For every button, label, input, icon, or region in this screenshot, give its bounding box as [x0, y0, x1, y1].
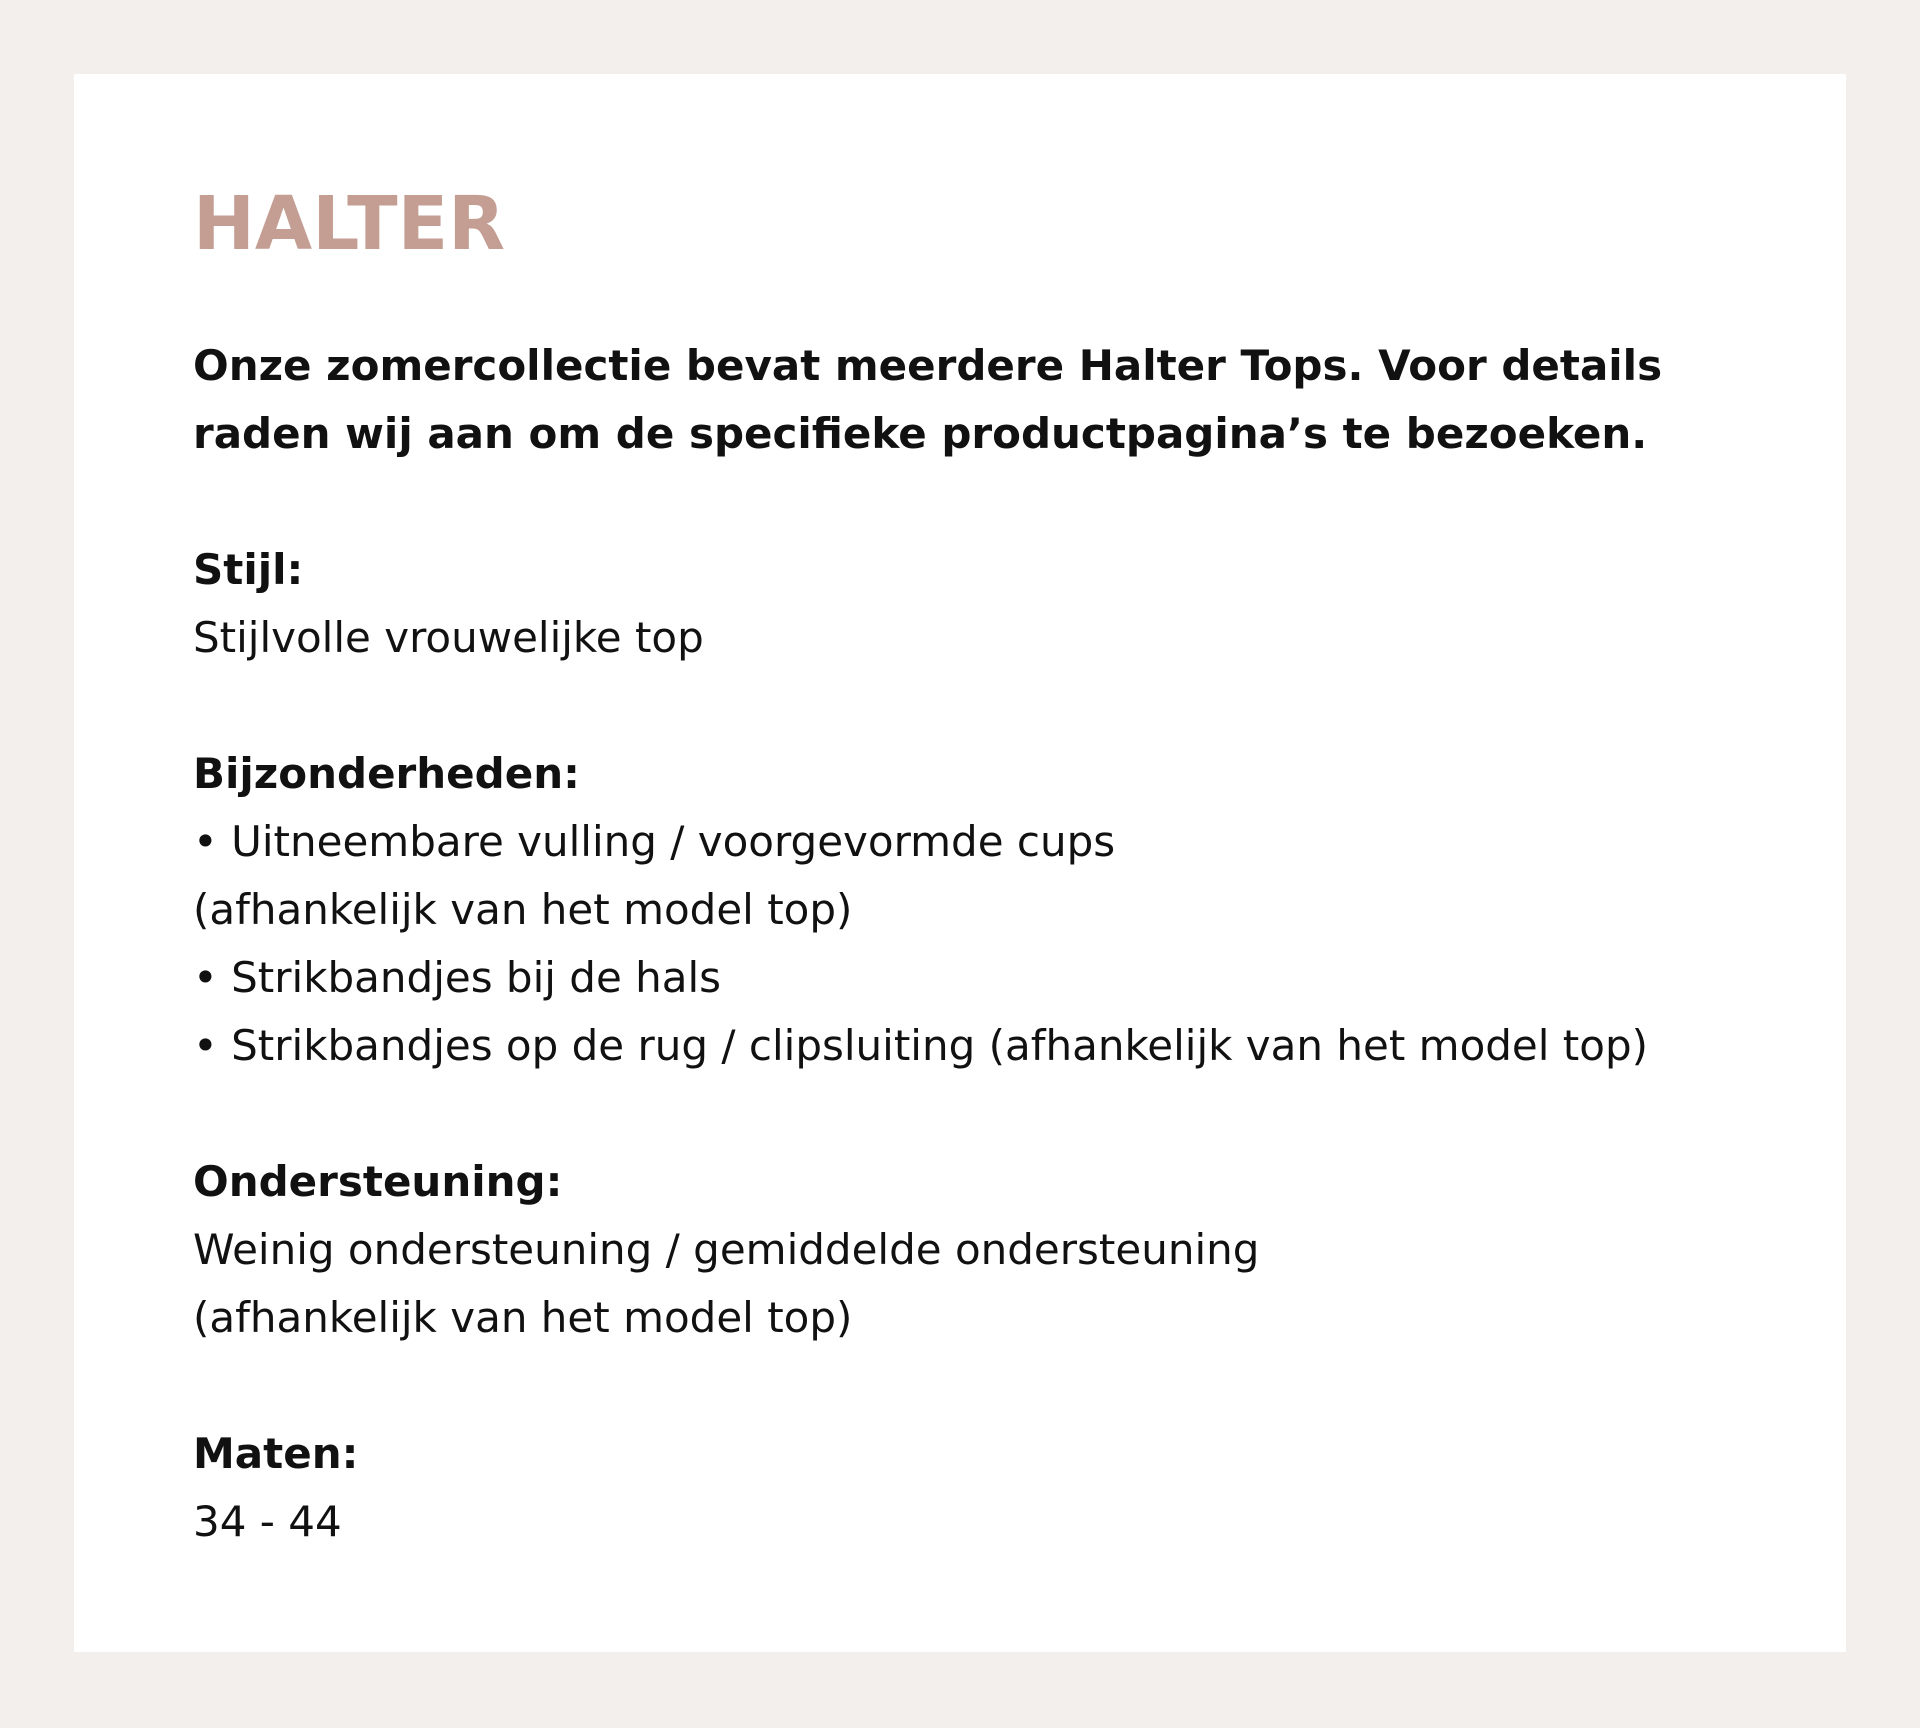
section-line: (afhankelijk van het model top) — [193, 885, 853, 934]
section-ondersteuning — [193, 1148, 1846, 1352]
section-line: (afhankelijk van het model top) — [193, 1293, 853, 1342]
section-heading: Maten: — [193, 1429, 359, 1478]
intro-text: Onze zomercollectie bevat meerdere Halter Tops. Voor details raden wij aan om de specifieke productpagina’s te bezoeken. — [193, 341, 1663, 458]
section-line: 34 - 44 — [193, 1497, 342, 1546]
section-heading: Ondersteuning: — [193, 1157, 563, 1206]
section-line: • Strikbandjes bij de hals — [193, 953, 722, 1002]
section-line: Weinig ondersteuning / gemiddelde ondersteuning — [193, 1225, 1260, 1274]
section-line: • Uitneembare vulling / voorgevormde cups — [193, 817, 1116, 866]
page-title: HALTER — [193, 181, 506, 267]
section-heading: Bijzonderheden: — [193, 749, 580, 798]
section-maten — [193, 1420, 1846, 1556]
section-stijl — [193, 536, 1846, 672]
info-card — [74, 74, 1846, 1652]
section-line: • Strikbandjes op de rug / clipsluiting (afhankelijk van het model top) — [193, 1021, 1648, 1070]
section-heading: Stijl: — [193, 545, 304, 594]
section-line: Stijlvolle vrouwelijke top — [193, 613, 704, 662]
section-bijzonderheden — [193, 740, 1846, 1080]
